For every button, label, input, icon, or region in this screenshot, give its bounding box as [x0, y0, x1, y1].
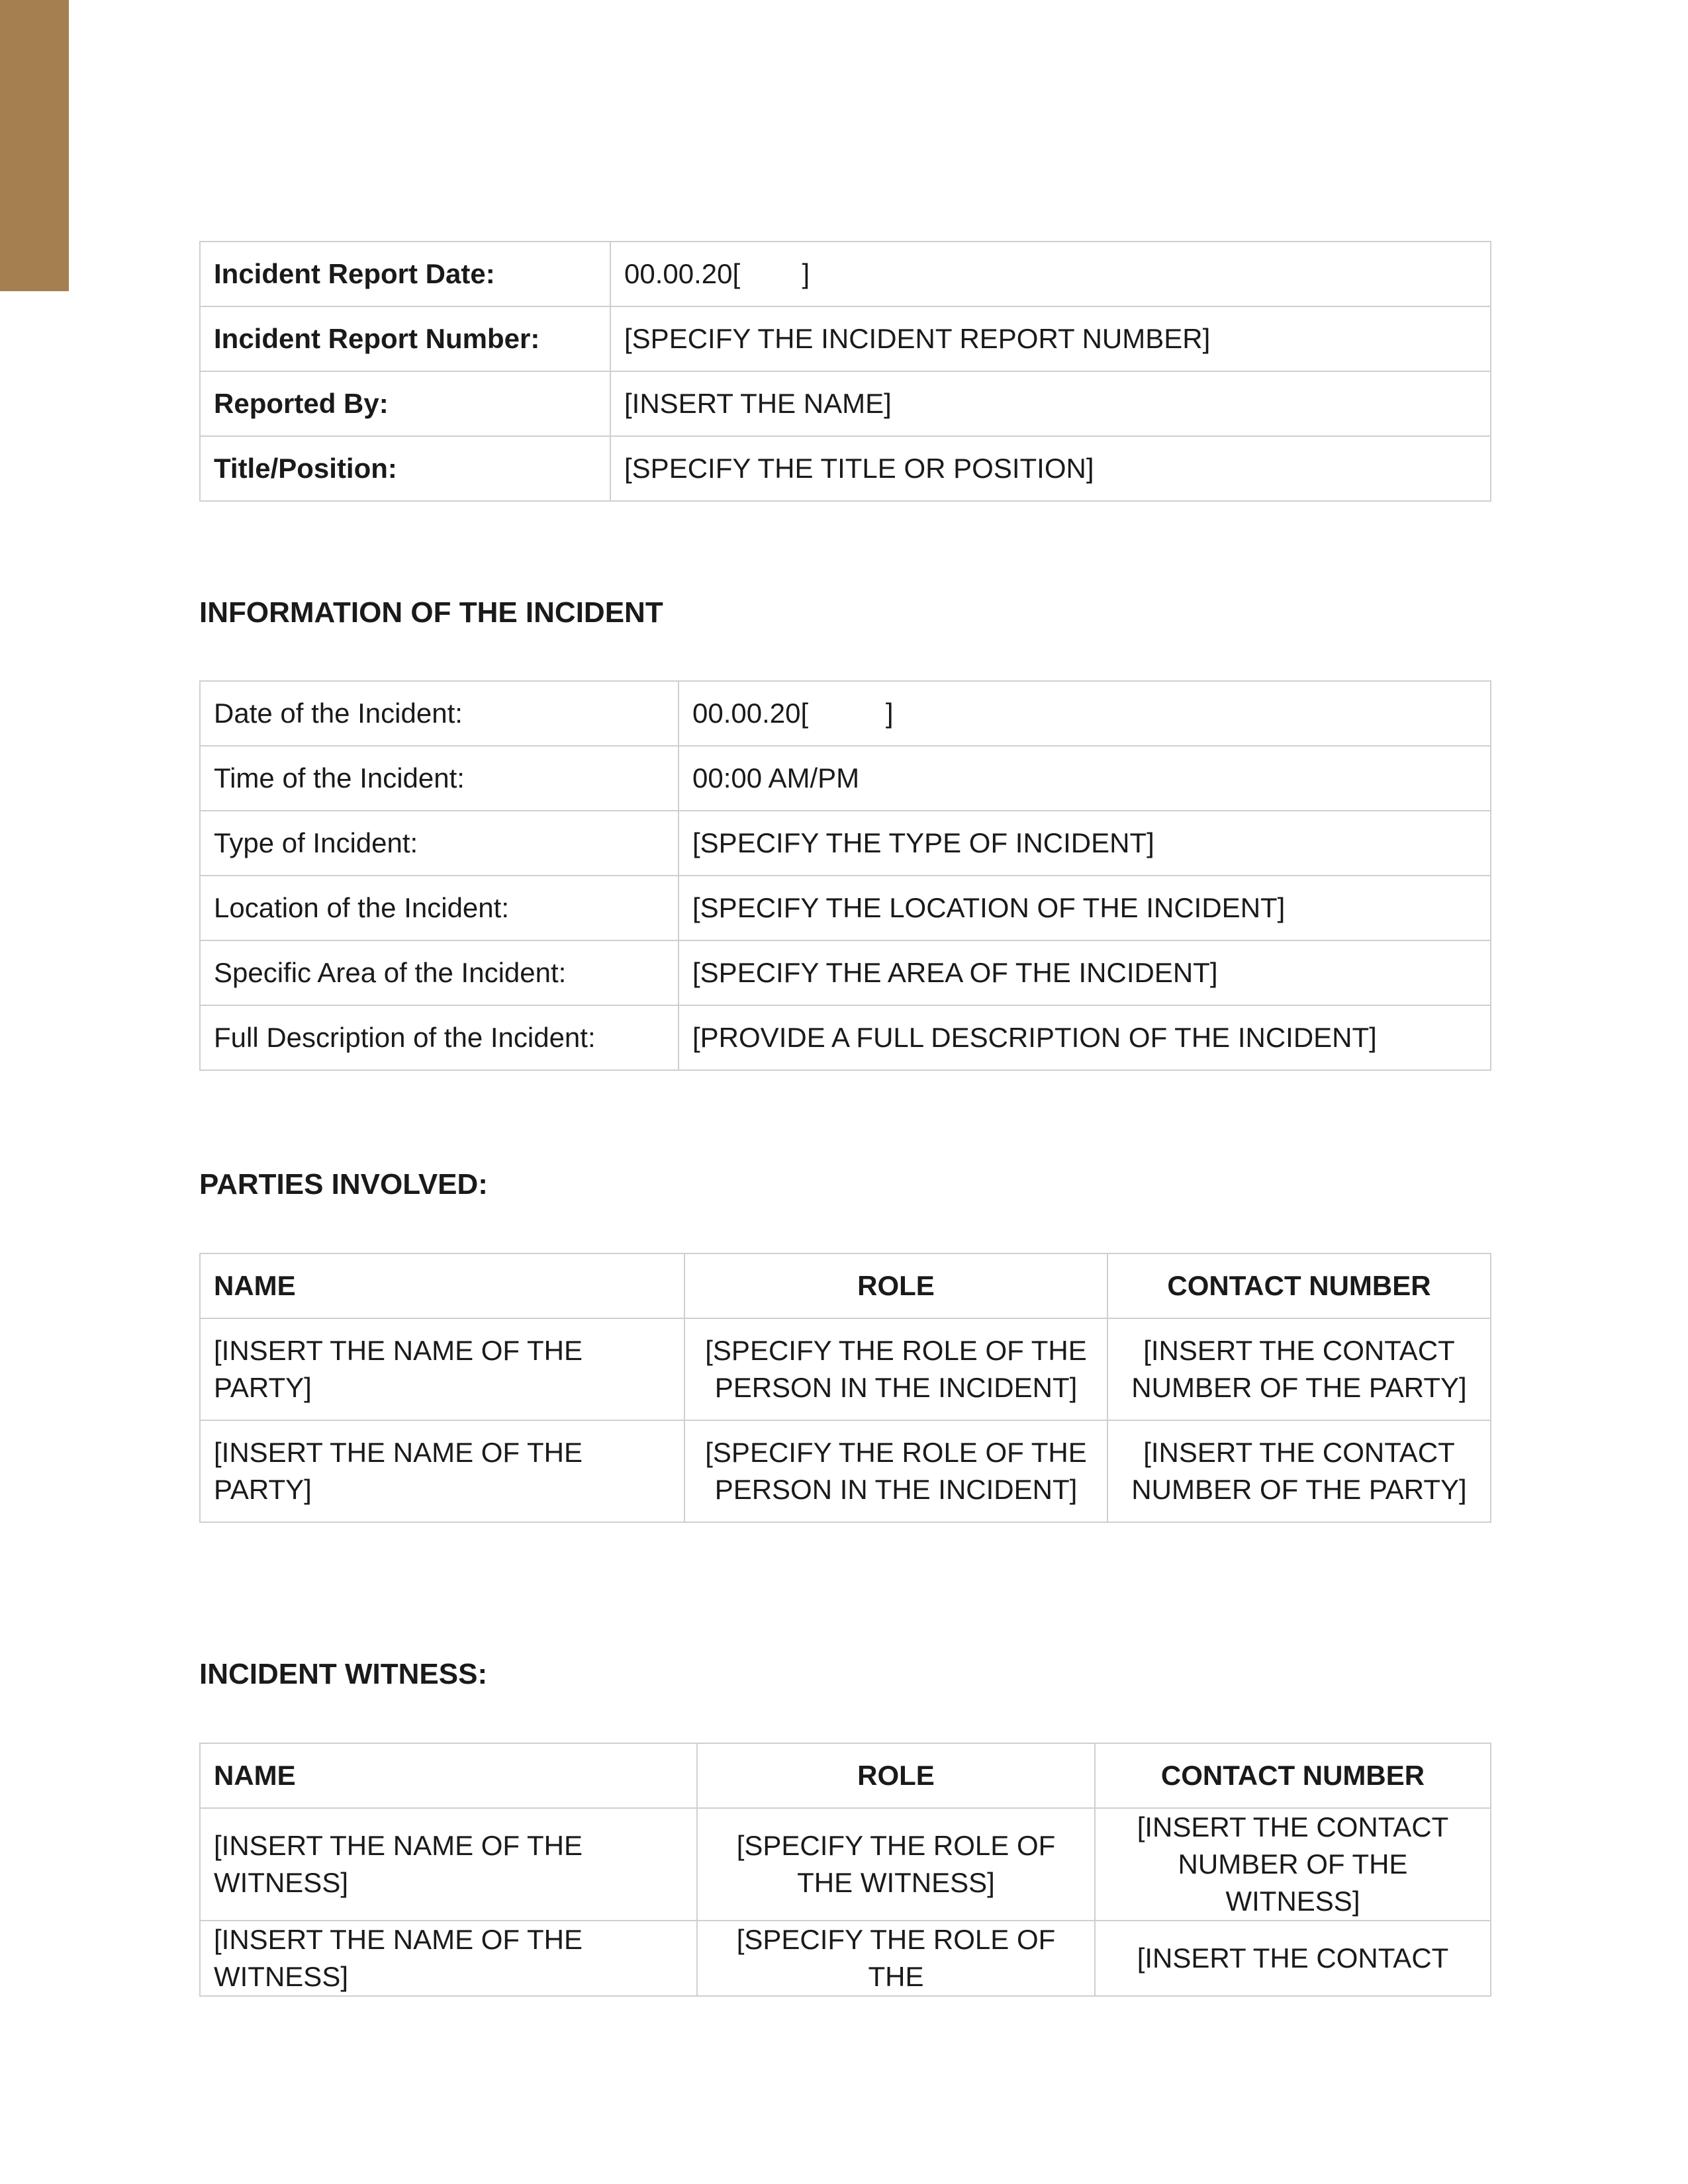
reported-by-label: Reported By:: [200, 371, 610, 436]
party-role-cell[interactable]: [SPECIFY THE ROLE OF THE PERSON IN THE INCIDENT]: [684, 1318, 1107, 1420]
table-header-row: [200, 1743, 1491, 1808]
parties-table: [199, 1253, 1491, 1523]
table-row: [200, 1921, 1491, 1996]
table-row: [200, 1005, 1491, 1070]
table-row: [200, 940, 1491, 1005]
table-row: [200, 371, 1491, 436]
incident-date-label: Date of the Incident:: [200, 681, 679, 746]
witness-role-cell[interactable]: [SPECIFY THE ROLE OF THE WITNESS]: [697, 1808, 1095, 1921]
witness-contact-cell[interactable]: [INSERT THE CONTACT NUMBER OF THE WITNESS]: [1095, 1808, 1491, 1921]
incident-description-value[interactable]: [PROVIDE A FULL DESCRIPTION OF THE INCIDENT]: [679, 1005, 1491, 1070]
witness-heading: INCIDENT WITNESS:: [199, 1658, 488, 1690]
incident-type-value[interactable]: [SPECIFY THE TYPE OF INCIDENT]: [679, 811, 1491, 876]
witness-table: [199, 1743, 1491, 1997]
parties-heading: PARTIES INVOLVED:: [199, 1168, 488, 1201]
witness-role-cell[interactable]: [SPECIFY THE ROLE OF THE: [697, 1921, 1095, 1996]
witness-role-header: ROLE: [697, 1743, 1095, 1808]
parties-name-header: NAME: [200, 1253, 684, 1318]
parties-contact-header: CONTACT NUMBER: [1107, 1253, 1491, 1318]
incident-info-table: [199, 680, 1491, 1071]
table-header-row: [200, 1253, 1491, 1318]
incident-description-label: Full Description of the Incident:: [200, 1005, 679, 1070]
report-date-value[interactable]: 00.00.20[ ]: [610, 242, 1491, 306]
incident-time-label: Time of the Incident:: [200, 746, 679, 811]
accent-bar: [0, 0, 69, 291]
party-name-cell[interactable]: [INSERT THE NAME OF THE PARTY]: [200, 1420, 684, 1522]
table-row: [200, 746, 1491, 811]
incident-location-label: Location of the Incident:: [200, 876, 679, 940]
party-role-cell[interactable]: [SPECIFY THE ROLE OF THE PERSON IN THE INCIDENT]: [684, 1420, 1107, 1522]
table-row: [200, 1808, 1491, 1921]
incident-area-label: Specific Area of the Incident:: [200, 940, 679, 1005]
witness-contact-header: CONTACT NUMBER: [1095, 1743, 1491, 1808]
report-header-table: [199, 241, 1491, 502]
table-row: [200, 1318, 1491, 1420]
table-row: [200, 436, 1491, 501]
party-contact-cell[interactable]: [INSERT THE CONTACT NUMBER OF THE PARTY]: [1107, 1420, 1491, 1522]
report-date-label: Incident Report Date:: [200, 242, 610, 306]
table-row: [200, 876, 1491, 940]
table-row: [200, 811, 1491, 876]
incident-location-value[interactable]: [SPECIFY THE LOCATION OF THE INCIDENT]: [679, 876, 1491, 940]
incident-info-heading: INFORMATION OF THE INCIDENT: [199, 596, 663, 629]
report-number-value[interactable]: [SPECIFY THE INCIDENT REPORT NUMBER]: [610, 306, 1491, 371]
parties-role-header: ROLE: [684, 1253, 1107, 1318]
incident-area-value[interactable]: [SPECIFY THE AREA OF THE INCIDENT]: [679, 940, 1491, 1005]
party-name-cell[interactable]: [INSERT THE NAME OF THE PARTY]: [200, 1318, 684, 1420]
table-row: [200, 242, 1491, 306]
table-row: [200, 306, 1491, 371]
report-number-label: Incident Report Number:: [200, 306, 610, 371]
title-position-label: Title/Position:: [200, 436, 610, 501]
table-row: [200, 681, 1491, 746]
incident-time-value[interactable]: 00:00 AM/PM: [679, 746, 1491, 811]
incident-date-value[interactable]: 00.00.20[ ]: [679, 681, 1491, 746]
party-contact-cell[interactable]: [INSERT THE CONTACT NUMBER OF THE PARTY]: [1107, 1318, 1491, 1420]
witness-name-cell[interactable]: [INSERT THE NAME OF THE WITNESS]: [200, 1921, 697, 1996]
table-row: [200, 1420, 1491, 1522]
witness-name-cell[interactable]: [INSERT THE NAME OF THE WITNESS]: [200, 1808, 697, 1921]
reported-by-value[interactable]: [INSERT THE NAME]: [610, 371, 1491, 436]
title-position-value[interactable]: [SPECIFY THE TITLE OR POSITION]: [610, 436, 1491, 501]
incident-type-label: Type of Incident:: [200, 811, 679, 876]
witness-contact-cell[interactable]: [INSERT THE CONTACT: [1095, 1921, 1491, 1996]
witness-name-header: NAME: [200, 1743, 697, 1808]
